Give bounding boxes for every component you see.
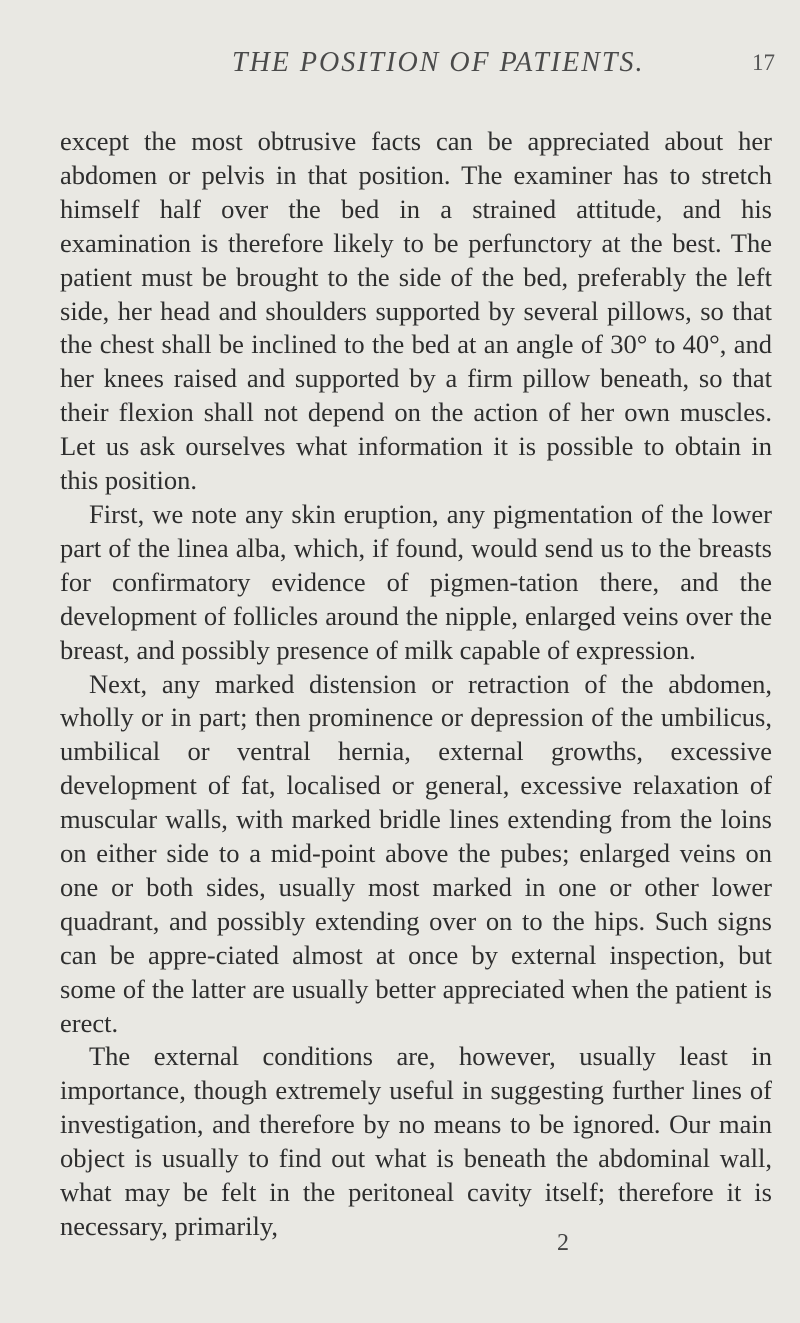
paragraph: Next, any marked distension or retraction of the abdomen, wholly or in part; then prominence or depression of the umbilicus, umbilical or ventral hernia, external growths, excessive development of fat, localised or general, excessive relaxation of muscular walls, with marked bridle lines extending from the loins on either side to a mid-point above the pubes; enlarged veins on one or both sides, usually most marked in one or other lower quadrant, and possibly extending over on to the hips. Such signs can be appre-ciated almost at once by external inspection, but some of the latter are usually better appreciated when the patient is erect. <box>60 668 772 1038</box>
paragraph: First, we note any skin eruption, any pigmentation of the lower part of the linea alba, which, if found, would send us to the breasts for confirmatory evidence of pigmen-tation there, and the development of follicles around the nipple, enlarged veins over the breast, and possibly presence of milk capable of expression. <box>60 498 772 665</box>
running-title: THE POSITION OF PATIENTS. <box>232 47 645 78</box>
body-text <box>60 125 772 1244</box>
signature-mark: 2 <box>557 1230 569 1256</box>
page-number: 17 <box>752 50 775 75</box>
running-head <box>0 47 800 87</box>
paragraph: The external conditions are, however, usually least in importance, though extremely useful in suggesting further lines of investigation, and therefore by no means to be ignored. Our main object is usually to find out what is beneath the abdominal wall, what may be felt in the peritoneal cavity itself; therefore it is necessary, primarily, <box>60 1041 772 1241</box>
paragraph: except the most obtrusive facts can be appreciated about her abdomen or pelvis in that position. The examiner has to stretch himself half over the bed in a strained attitude, and his examination is therefore likely to be perfunctory at the best. The patient must be brought to the side of the bed, preferably the left side, her head and shoulders supported by several pillows, so that the chest shall be inclined to the bed at an angle of 30° to 40°, and her knees raised and supported by a firm pillow beneath, so that their flexion shall not depend on the action of her own muscles. Let us ask ourselves what information it is possible to obtain in this position. <box>60 126 772 496</box>
